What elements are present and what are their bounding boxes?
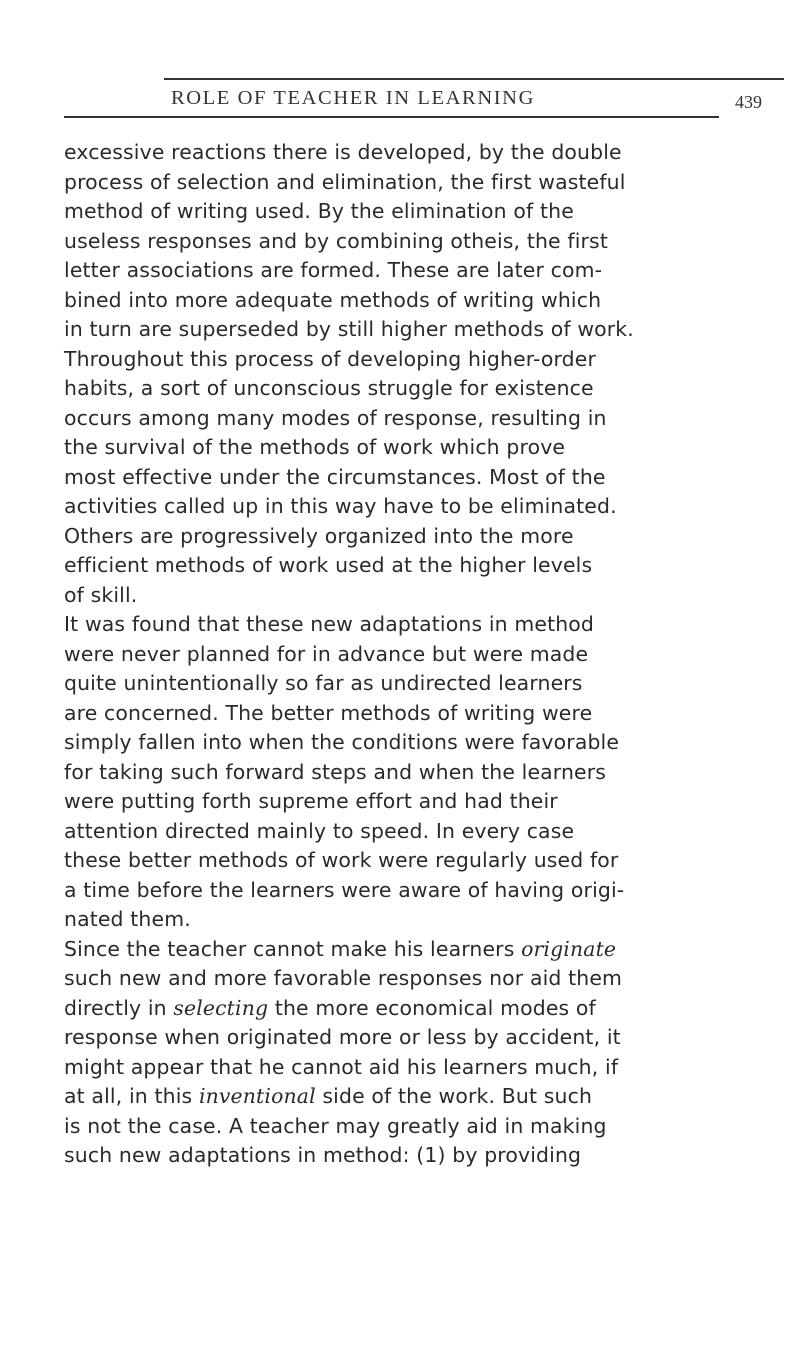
- line-text: such new and more favorable responses nor aid them: [64, 966, 623, 990]
- line-text: [64, 994, 596, 1024]
- line-text: the survival of the methods of work which prove: [64, 435, 566, 459]
- line-text: process of selection and elimination, the first wasteful: [64, 169, 626, 194]
- header-rule-bottom: [64, 116, 719, 118]
- line-text: occurs among many modes of response, resulting in: [64, 405, 607, 430]
- text-line: [64, 935, 768, 965]
- text-line: [64, 1141, 768, 1171]
- line-text: useless responses and by combining otheis, the first: [64, 228, 608, 253]
- text-line: [64, 138, 768, 168]
- line-text: [64, 1082, 592, 1112]
- line-text: were never planned for in advance but were made: [64, 641, 589, 666]
- line-segment: the more economical modes of: [274, 995, 596, 1020]
- body-text: [64, 138, 768, 1171]
- line-segment: at all, in this: [64, 1084, 193, 1108]
- text-line: [64, 817, 768, 847]
- line-text: of skill.: [64, 582, 138, 607]
- text-line: [64, 699, 768, 729]
- line-text: is not the case. A teacher may greatly aid in making: [64, 1113, 607, 1138]
- line-text: nated them.: [64, 907, 191, 931]
- line-text: letter associations are formed. These are later com-: [64, 258, 603, 282]
- text-line: [64, 286, 768, 316]
- text-line: [64, 787, 768, 817]
- line-text: Throughout this process of developing higher-order: [64, 346, 596, 371]
- line-text: excessive reactions there is developed, by the double: [64, 140, 622, 164]
- line-text: a time before the learners were aware of having origi-: [64, 877, 625, 902]
- text-line: [64, 640, 768, 670]
- text-line: [64, 669, 768, 699]
- text-line: [64, 994, 768, 1024]
- line-text: were putting forth supreme effort and had their: [64, 789, 558, 813]
- text-line: [64, 964, 768, 994]
- text-line: [64, 610, 768, 640]
- text-line: [64, 1023, 768, 1053]
- line-text: method of writing used. By the elimination of the: [64, 199, 574, 223]
- running-title: ROLE OF TEACHER IN LEARNING: [171, 87, 535, 109]
- line-text: Others are progressively organized into the more: [64, 523, 574, 548]
- line-text: habits, a sort of unconscious struggle for existence: [64, 376, 594, 400]
- line-text: quite unintentionally so far as undirected learners: [64, 671, 583, 695]
- line-text: activities called up in this way have to be eliminated.: [64, 494, 617, 518]
- line-text: attention directed mainly to speed. In every case: [64, 818, 575, 843]
- running-head: [64, 78, 762, 120]
- text-line: [64, 1082, 768, 1112]
- text-line: [64, 197, 768, 227]
- text-line: [64, 758, 768, 788]
- line-text: [64, 935, 616, 965]
- text-line: [64, 905, 768, 935]
- line-text: these better methods of work were regularly used for: [64, 848, 619, 872]
- line-text: in turn are superseded by still higher methods of work.: [64, 317, 634, 341]
- line-text: most effective under the circumstances. Most of the: [64, 464, 606, 489]
- header-rule-top: [164, 78, 784, 80]
- page-number: 439: [735, 92, 762, 112]
- text-line: [64, 522, 768, 552]
- italic-word: selecting: [173, 995, 269, 1020]
- line-segment: Since the teacher cannot make his learners: [64, 936, 515, 961]
- text-line: [64, 404, 768, 434]
- line-text: simply fallen into when the conditions were favorable: [64, 730, 620, 754]
- text-line: [64, 581, 768, 611]
- italic-word: inventional: [198, 1084, 316, 1108]
- text-line: [64, 256, 768, 286]
- line-text: efficient methods of work used at the higher levels: [64, 553, 593, 577]
- text-line: [64, 876, 768, 906]
- text-line: [64, 374, 768, 404]
- line-text: are concerned. The better methods of writing were: [64, 700, 593, 725]
- text-line: [64, 1053, 768, 1083]
- text-line: [64, 728, 768, 758]
- line-segment: side of the work. But such: [322, 1084, 593, 1108]
- line-text: such new adaptations in method: (1) by providing: [64, 1143, 582, 1167]
- text-line: [64, 345, 768, 375]
- line-segment: directly in: [64, 995, 167, 1020]
- text-line: [64, 846, 768, 876]
- text-line: [64, 227, 768, 257]
- line-text: response when originated more or less by accident, it: [64, 1025, 621, 1049]
- line-text: for taking such forward steps and when the learners: [64, 759, 607, 784]
- text-line: [64, 168, 768, 198]
- text-line: [64, 463, 768, 493]
- text-line: [64, 315, 768, 345]
- line-text: It was found that these new adaptations in method: [64, 612, 595, 636]
- text-line: [64, 492, 768, 522]
- italic-word: originate: [521, 936, 617, 961]
- line-text: might appear that he cannot aid his learners much, if: [64, 1054, 619, 1079]
- text-line: [64, 1112, 768, 1142]
- text-line: [64, 433, 768, 463]
- text-line: [64, 551, 768, 581]
- line-text: bined into more adequate methods of writing which: [64, 287, 602, 312]
